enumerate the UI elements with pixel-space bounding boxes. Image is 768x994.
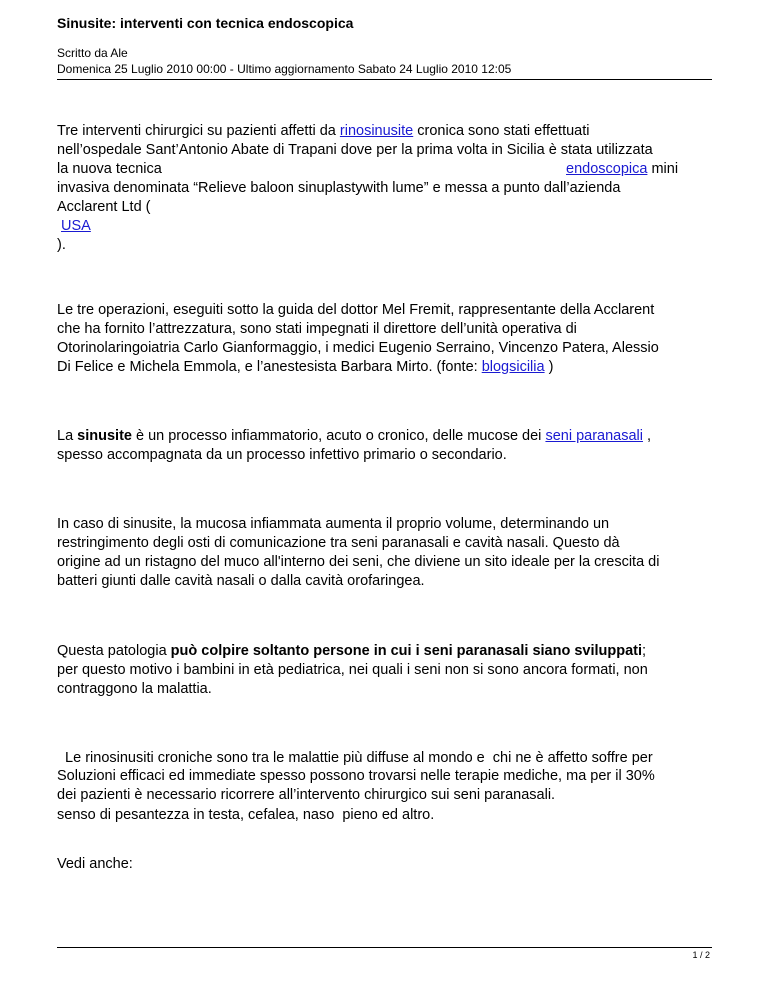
text-line: Otorinolaringoiatria Carlo Gianformaggio, i medici Eugenio Serraino, Vincenzo Patera, Alessio	[57, 340, 659, 356]
paragraph-see-also	[57, 855, 717, 874]
paragraph-operations	[57, 301, 717, 377]
text-line: per questo motivo i bambini in età pediatrica, nei quali i seni non si sono ancora formati, non	[57, 662, 648, 678]
text-line	[57, 642, 717, 661]
text-line: Le rinosinusiti croniche sono tra le malattie più diffuse al mondo e chi ne è affetto soffre per	[57, 750, 653, 766]
link-seni-paranasali[interactable]: seni paranasali	[545, 428, 643, 444]
text-line	[57, 427, 717, 446]
date-line: Domenica 25 Luglio 2010 00:00 - Ultimo aggiornamento Sabato 24 Luglio 2010 12:05	[57, 62, 512, 76]
text-line: Acclarent Ltd (	[57, 199, 151, 215]
page-number: 1 / 2	[692, 950, 710, 960]
paragraph-solutions	[57, 767, 717, 805]
text-line	[57, 122, 717, 141]
text-line: invasiva denominata “Relieve baloon sinuplastywith lume” e messa a punto dall’azienda	[57, 180, 621, 196]
text-line	[57, 358, 717, 377]
link-endoscopica[interactable]: endoscopica	[566, 161, 648, 177]
text-line: spesso accompagnata da un processo infettivo primario o secondario.	[57, 447, 507, 463]
paragraph-intro	[57, 122, 717, 255]
text: Tre interventi chirurgici su pazienti affetti da	[57, 123, 340, 139]
bold-term: sinusite	[77, 428, 132, 444]
text-line: ).	[57, 237, 66, 253]
text-line: batteri giunti dalle cavità nasali o dalla cavità orofaringea.	[57, 573, 425, 589]
link-usa[interactable]: USA	[61, 218, 91, 234]
page-title: Sinusite: interventi con tecnica endoscopica	[57, 15, 354, 31]
text: )	[544, 359, 554, 375]
text: è un processo infiammatorio, acuto o cronico, delle mucose dei	[131, 428, 546, 444]
text-line: contraggono la malattia.	[57, 681, 212, 697]
author-line: Scritto da Ale	[57, 46, 128, 60]
text-line: restringimento degli osti di comunicazione tra seni paranasali e cavità nasali. Questo dà	[57, 535, 620, 551]
text: cronica sono stati effettuati	[413, 123, 590, 139]
paragraph-causes	[57, 515, 717, 591]
footer-divider	[57, 947, 712, 948]
text: Di Felice e Michela Emmola, e l’anestesista Barbara Mirto. (fonte:	[57, 359, 482, 375]
text-line: Le tre operazioni, eseguiti sotto la guida del dottor Mel Fremit, rappresentante della Acclarent	[57, 302, 655, 318]
link-blogsicilia[interactable]: blogsicilia	[481, 359, 545, 375]
link-wrap	[566, 160, 678, 179]
text-line: dei pazienti è necessario ricorrere all’intervento chirurgico sui seni paranasali.	[57, 787, 556, 803]
text-line: In caso di sinusite, la mucosa infiammata aumenta il proprio volume, determinando un	[57, 516, 610, 532]
text: mini	[647, 161, 679, 177]
text-line: che ha fornito l’attrezzatura, sono stati impegnati il direttore dell’unità operativa di	[57, 321, 577, 337]
text: ,	[642, 428, 652, 444]
text: ;	[642, 643, 647, 659]
text-line	[57, 217, 717, 236]
bold-phrase: può colpire soltanto persone in cui i seni paranasali siano sviluppati	[170, 643, 643, 659]
paragraph-definition	[57, 427, 717, 465]
text-line: nell’ospedale Sant’Antonio Abate di Trapani dove per la prima volta in Sicilia è stata utilizzata	[57, 142, 653, 158]
text: La	[57, 428, 78, 444]
header-divider	[57, 79, 712, 80]
paragraph-pathology	[57, 642, 717, 699]
text-line: origine ad un ristagno del muco all'interno dei seni, che diviene un sito ideale per la crescita di	[57, 554, 660, 570]
link-rinosinusite[interactable]: rinosinusite	[339, 123, 414, 139]
text-line: Soluzioni efficaci ed immediate spesso possono trovarsi nelle terapie mediche, ma per il 30%	[57, 768, 655, 784]
text: Questa patologia	[57, 643, 171, 659]
text-line: Vedi anche:	[57, 856, 133, 872]
text-line	[57, 160, 717, 179]
text-line: senso di pesantezza in testa, cefalea, naso pieno ed altro.	[57, 807, 435, 823]
text: la nuova tecnica	[57, 161, 162, 177]
